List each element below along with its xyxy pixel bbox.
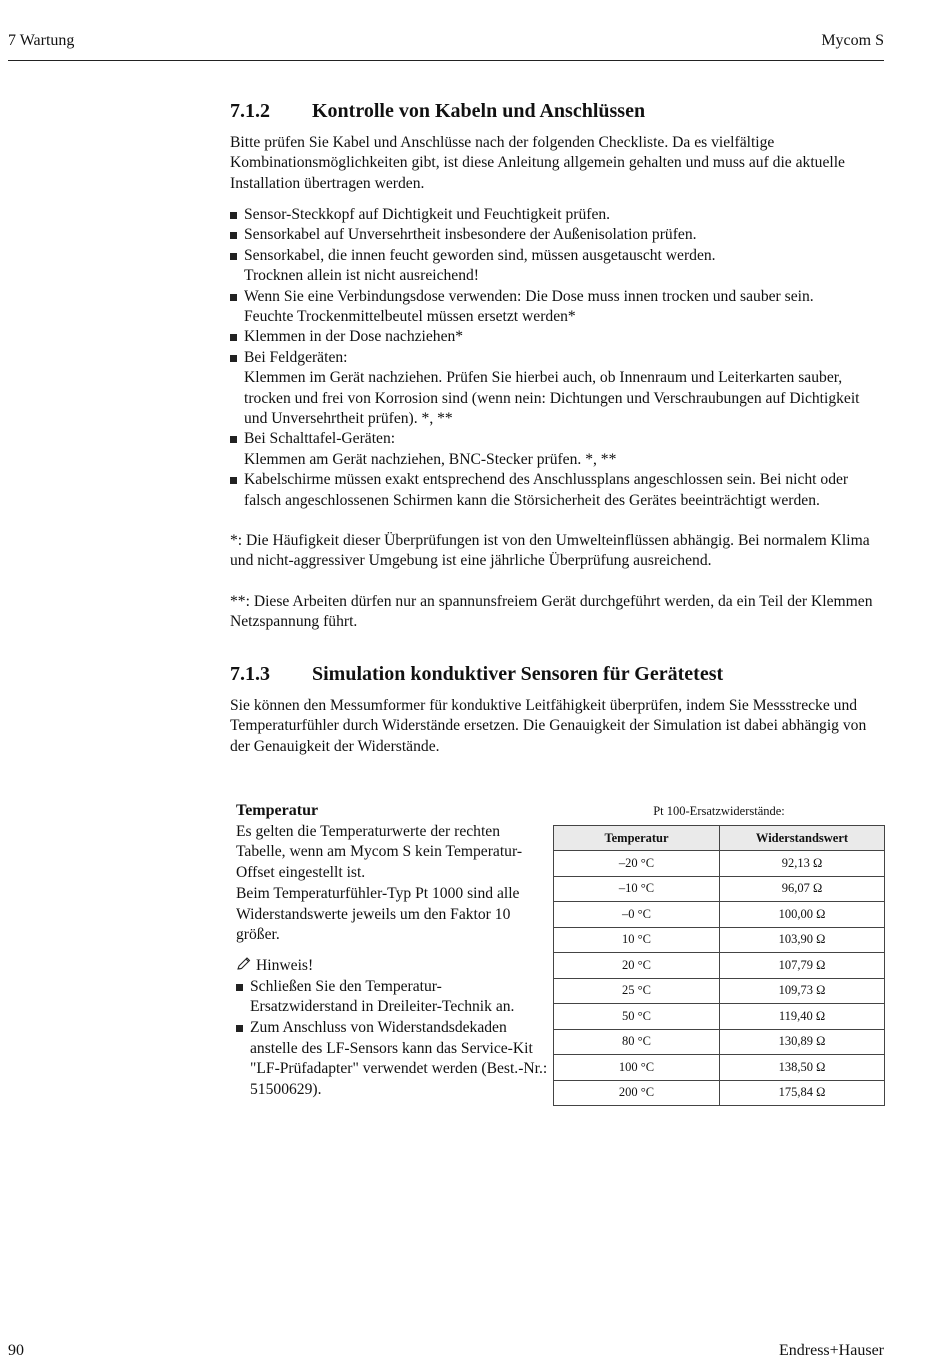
hint-item: Schließen Sie den Temperatur-Ersatzwiderstand in Dreileiter-Technik an. <box>236 977 548 1018</box>
header-rule <box>8 60 884 61</box>
footnote-single-asterisk: *: Die Häufigkeit dieser Überprüfungen ist von den Umwelteinflüssen abhängig. Bei normalem Klima und nicht-aggressiver Umgebung ist eine jährliche Überprüfung ausreichend. <box>230 532 870 570</box>
column-header-temperature: Temperatur <box>554 826 720 851</box>
table-row <box>554 953 885 979</box>
resistance-cell: 103,90 Ω <box>720 927 885 953</box>
checklist-item: Klemmen in der Dose nachziehen* <box>230 327 886 347</box>
temperature-cell: 20 °C <box>554 953 720 979</box>
temperature-heading: Temperatur <box>236 802 319 819</box>
section-intro: Sie können den Messumformer für konduktive Leitfähigkeit überprüfen, indem Sie Messstrecke und Temperaturfühler durch Widerstände ersetzen. Die Genauigkeit der Simulation ist dabei abhängig von der Genauigkeit der Widerstände. <box>230 697 867 755</box>
table-row <box>554 1004 885 1030</box>
table-row <box>554 1029 885 1055</box>
resistance-cell: 92,13 Ω <box>720 851 885 877</box>
table-row <box>554 927 885 953</box>
hint-label: Hinweis! <box>256 956 314 974</box>
checklist-item: Sensorkabel, die innen feucht geworden sind, müssen ausgetauscht werden. Trocknen allein ist nicht ausreichend! <box>230 246 886 287</box>
table-header-row <box>554 826 885 851</box>
checklist-item: Bei Feldgeräten: Klemmen im Gerät nachziehen. Prüfen Sie hierbei auch, ob Innenraum und Leiterkarten sauber, trocken und frei von Korrosion sind (wenn nein: Dichtungen und Verschraubungen auf Dichtigkeit und Unversehrtheit prüfen). *, ** <box>230 348 886 430</box>
table-row <box>554 1080 885 1106</box>
checklist-item: Kabelschirme müssen exakt entsprechend des Anschlussplans angeschlossen sein. Bei nicht oder falsch angeschlossenen Schirmen kann die Störsicherheit des Gerätes beeinträchtigt werden. <box>230 470 886 511</box>
temperature-block <box>236 801 548 1101</box>
temperature-cell: 10 °C <box>554 927 720 953</box>
section-heading-7-1-2 <box>230 99 645 123</box>
resistance-cell: 100,00 Ω <box>720 902 885 928</box>
temperature-cell: 25 °C <box>554 978 720 1004</box>
temperature-text: Es gelten die Temperaturwerte der rechten Tabelle, wenn am Mycom S kein Temperatur-Offset eingestellt ist. <box>236 822 523 882</box>
table-row <box>554 978 885 1004</box>
table-row <box>554 1055 885 1081</box>
section-intro: Bitte prüfen Sie Kabel und Anschlüsse nach der folgenden Checkliste. Da es vielfältige Kombinationsmöglichkeiten gibt, ist diese Anleitung allgemein gehalten und muss auf die aktuelle Installation übertragen werden. <box>230 134 845 192</box>
resistance-cell: 130,89 Ω <box>720 1029 885 1055</box>
checklist-item: Wenn Sie eine Verbindungsdose verwenden: Die Dose muss innen trocken und sauber sein. Feuchte Trockenmittelbeutel müssen ersetzt werden* <box>230 287 886 328</box>
table-row <box>554 851 885 877</box>
resistance-cell: 109,73 Ω <box>720 978 885 1004</box>
resistance-cell: 96,07 Ω <box>720 876 885 902</box>
temperature-text: Beim Temperaturfühler-Typ Pt 1000 sind alle Widerstandswerte jeweils um den Faktor 10 größer. <box>236 884 520 944</box>
hint-item: Zum Anschluss von Widerstandsdekaden anstelle des LF-Sensors kann das Service-Kit "LF-Prüfadapter" verwendet werden (Best.-Nr.: 51500629). <box>236 1018 548 1101</box>
table-row <box>554 876 885 902</box>
resistance-cell: 138,50 Ω <box>720 1055 885 1081</box>
resistance-table <box>553 825 885 1106</box>
temperature-cell: 80 °C <box>554 1029 720 1055</box>
checklist-item: Sensorkabel auf Unversehrtheit insbesondere der Außenisolation prüfen. <box>230 225 886 245</box>
hint-label-row <box>236 956 548 977</box>
resistance-cell: 175,84 Ω <box>720 1080 885 1106</box>
table-caption: Pt 100-Ersatzwiderstände: <box>653 804 785 818</box>
temperature-cell: 200 °C <box>554 1080 720 1106</box>
temperature-cell: 100 °C <box>554 1055 720 1081</box>
checklist-item: Sensor-Steckkopf auf Dichtigkeit und Feuchtigkeit prüfen. <box>230 205 886 225</box>
page-number: 90 <box>8 1342 24 1359</box>
temperature-cell: –10 °C <box>554 876 720 902</box>
temperature-cell: –20 °C <box>554 851 720 877</box>
brand-name: Endress+Hauser <box>779 1342 884 1359</box>
pencil-icon <box>236 957 252 971</box>
header-product: Mycom S <box>821 32 884 49</box>
footnote-double-asterisk: **: Diese Arbeiten dürfen nur an spannunsfreiem Gerät durchgeführt werden, da ein Teil der Klemmen Netzspannung führt. <box>230 593 873 631</box>
resistance-cell: 119,40 Ω <box>720 1004 885 1030</box>
header-chapter: 7 Wartung <box>8 32 75 49</box>
section-number: 7.1.3 <box>230 663 270 685</box>
checklist <box>230 205 886 511</box>
section-heading-7-1-3 <box>230 662 723 686</box>
temperature-cell: 50 °C <box>554 1004 720 1030</box>
checklist-item: Bei Schalttafel-Geräten: Klemmen am Gerät nachziehen, BNC-Stecker prüfen. *, ** <box>230 429 886 470</box>
hint-list <box>236 977 548 1101</box>
section-title: Simulation konduktiver Sensoren für Gerätetest <box>312 663 724 685</box>
temperature-cell: –0 °C <box>554 902 720 928</box>
section-number: 7.1.2 <box>230 100 270 122</box>
column-header-resistance: Widerstandswert <box>720 826 885 851</box>
table-row <box>554 902 885 928</box>
resistance-cell: 107,79 Ω <box>720 953 885 979</box>
section-title: Kontrolle von Kabeln und Anschlüssen <box>312 100 646 122</box>
